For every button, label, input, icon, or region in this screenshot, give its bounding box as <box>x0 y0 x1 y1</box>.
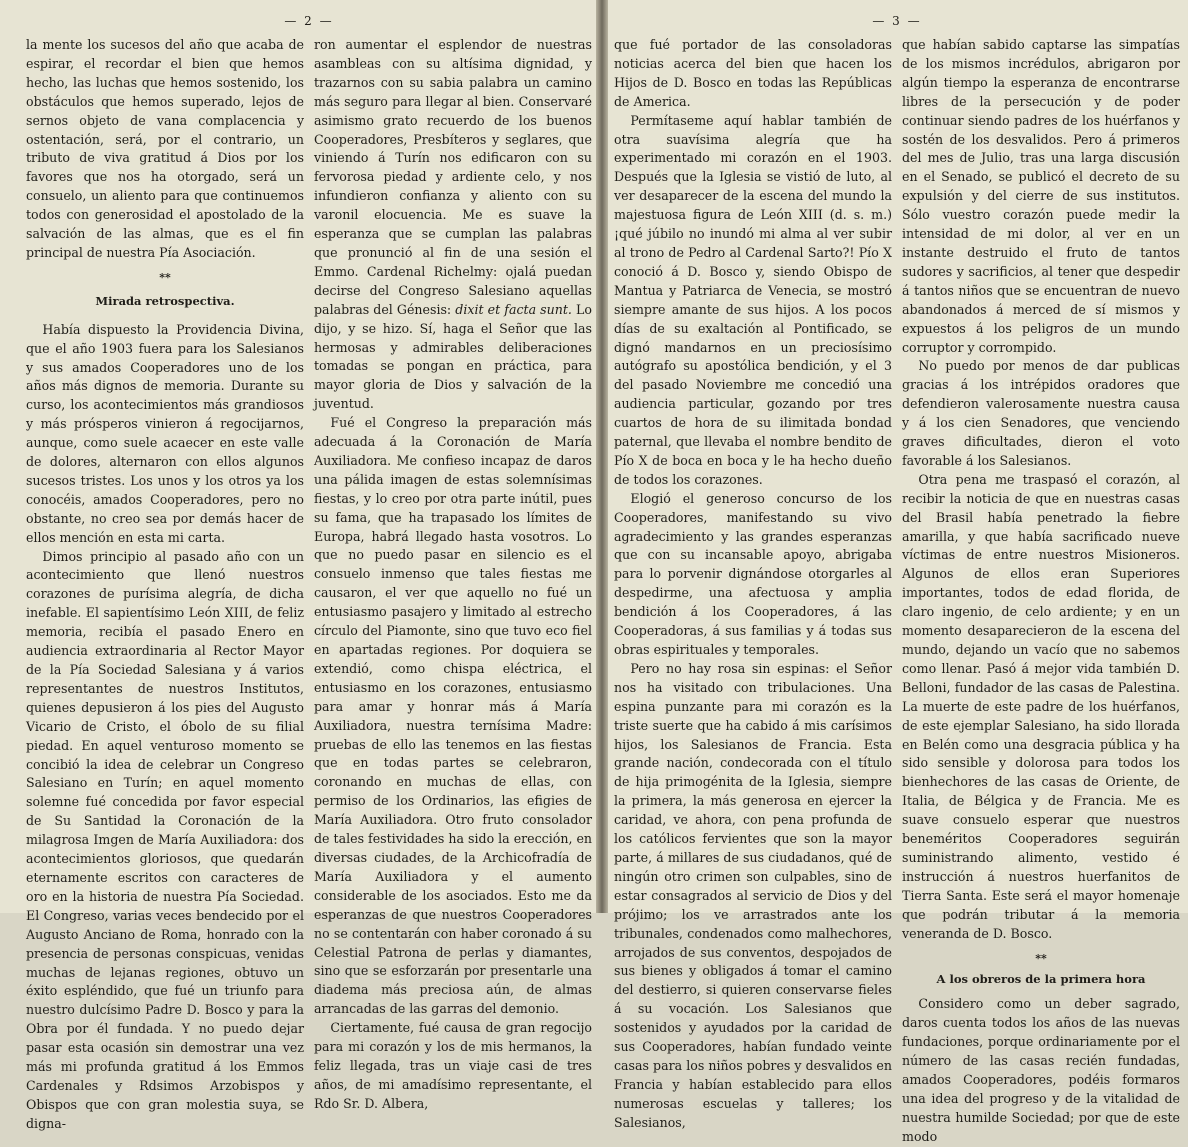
text-run: ron aumentar el esplendor de nuestras asambleas con su altísima dignidad, y trazarnos con su sabia palabra un camino más seguro para llegar al bien. Conservaré asimismo grato recuerdo de los buenos Cooperadores, Presbíteros y seglares, que viniendo á Turín nos edificaron con su fervorosa piedad y ardiente celo, y nos infundieron confianza y aliento con su varonil elocuencia. Me es suave la esperanza que se cumplan las palabras que pronunció al fin de una sesión el Emmo. Cardenal Richelmy: ojalá puedan decirse del Congreso Salesiano aquellas palabras del Génesis: <box>314 37 592 317</box>
paragraph: Fué el Congreso la preparación más adecuada á la Coronación de María Auxiliadora. Me confieso incapaz de daros una pálida imagen de estas solemnísimas fiestas, y lo creo por otra parte inútil, pues su fama, que ha trapasado los límites de Europa, habrá llegado hasta vosotros. Lo que no puedo pasar en silencio es el consuelo inmenso que tales fiestas me causaron, el ver que aquello no fué un entusiasmo pasajero y limitado al estrecho círculo del Piamonte, sino que tuvo eco fiel en apartadas regiones. Por doquiera se extendió, como chispa eléctrica, el entusiasmo en los corazones, entusiasmo para amar y honrar más á María Auxiliadora, nuestra ternísima Madre: pruebas de ello las tenemos en las fiestas que en todas partes se celebraron, coronando en muchas de ellas, con permiso de los Ordinarios, las efigies de María Auxiliadora. Otro fruto consolador de tales festividades ha sido la erección, en diversas ciudades, de la Archicofradía de María Auxiliadora y el aumento considerable de los asociados. Esto me da esperanzas de que nuestros Cooperadores no se contentarán con haber coronado á su Celestial Patrona de perlas y diamantes, sino que se esforzarán por presentarle una diadema más preciosa aún, de almas arrancadas de las garras del demonio. <box>314 415 593 1017</box>
text-run: Lo dijo, y se hizo. Sí, haga el Señor que las hermosas y admirables deliberaciones tomadas se pongan en práctica, para mayor gloria de Dios y salvación de la juventud. <box>314 301 592 412</box>
paragraph: Había dispuesto la Providencia Divina, que el año 1903 fuera para los Salesianos y sus amados Cooperadores uno de los años más dignos de memoria. Durante su curso, los acontecimientos más grandiosos y más prósperos vinieron á regocijarnos, aunque, como suele acaecer en este valle de dolores, alternaron con ellos algunos sucesos tristes. Los unos y los otros ya los conocéis, amados Cooperadores, pero no obstante, no creo sea por demás hacer de ellos mención en esta mi carta. <box>26 321 304 545</box>
paragraph: Ciertamente, fué causa de gran regocijo para mi corazón y los de mis hermanos, la feliz llegada, tras un viaje casi de tres años, de mi amadísimo representante, el Rdo Sr. D. Albera, <box>314 1020 592 1111</box>
column-1 <box>614 36 892 1147</box>
right-page <box>600 0 1188 1144</box>
text-columns <box>614 36 1180 1147</box>
paragraph: Dimos principio al pasado año con un acontecimiento que llenó nuestros corazones de purísima alegría, de dicha inefable. El sapientísimo León XIII, de feliz memoria, recibía el pasado Enero en audiencia extraordinaria al Rector Mayor de la Pía Sociedad Salesiana y á varios representantes de nuestros Institutos, quienes depusieron á los pies del Augusto Vicario de Cristo, el óbolo de su filial piedad. En aquel venturoso momento se concibió la idea de celebrar un Congreso Salesiano en Turín; en aquel momento solemne fué concedida por favor especial de Su Santidad la Coronación de la milagrosa Imgen de María Auxiliadora: dos acontecimientos gloriosos, que quedarán eternamente escritos con caracteres de oro en la historia de nuestra Pía Sociedad. El Congreso, varias veces bendecido por el Augusto Anciano de Roma, honrado con la presencia de personas conspicuas, venidas muchas de lejanas regiones, obtuvo un éxito espléndido, que fué un triunfo para nuestro dulcísimo Padre D. Bosco y para la Obra por él fundada. Y no puedo dejar pasar esta ocasión sin demostrar una vez más mi profunda gratitud á los Emmos Cardenales y Rdsimos Arzobispos y Obispos que con gran molestia suya, se digna- <box>26 548 304 1131</box>
paragraph: que habían sabido captarse las simpatías de los mismos incrédulos, abrigaron por algún tiempo la esperanza de encontrarse libres de la persecución y de poder continuar siendo padres de los huérfanos y sostén de los desvalidos. Pero á primeros del mes de Julio, tras una larga discusión en el Senado, se publicó el decreto de su expulsión y del cierre de sus institutos. Sólo vuestro corazón puede medir la intensidad de mi dolor, al ver en un instante destruido el fruto de tantos sudores y sacrificios, al tener que despedir á tantos niños que se encuentran de nuevo abandonados á merced de sí mismos y expuestos á los peligros de un mundo corruptor y corrompido. <box>902 37 1180 355</box>
text-columns <box>26 36 592 1134</box>
column-1 <box>26 36 304 1134</box>
paragraph: No puedo por menos de dar publicas gracias á los intrépidos oradores que defendieron valerosamente nuestra causa y á los cien Senadores, que venciendo graves dificultades, dieron el voto favorable á los Salesianos. <box>902 358 1180 468</box>
paragraph <box>314 36 592 414</box>
page-number: — 2 — <box>284 14 334 28</box>
book-gutter <box>596 0 608 913</box>
paragraph: Pero no hay rosa sin espinas: el Señor nos ha visitado con tribulaciones. Una espina punzante para mi corazón es la triste suerte que ha cabido á mis carísimos hijos, los Salesianos de Francia. Esta grande nación, condecorada con el título de hija primogénita de la Iglesia, siempre la primera, la más generosa en ejercer la caridad, ve ahora, con pena profunda de los católicos fervientes que son la mayor parte, á millares de sus ciudadanos, qué de ningún otro crimen son culpables, sino de estar consagrados al servicio de Dios y del prójimo; los ve arrastrados ante los tribunales, condenados como malhechores, arrojados de sus conventos, despojados de sus bienes y obligados á tomar el camino del destierro, si quieren conservarse fieles á su vocación. Los Salesianos que sostenidos y ayudados por la caridad de sus Cooperadores, habían fundado veinte casas para los niños pobres y desvalidos en Francia y habían establecido para ellos numerosas escuelas y talleres; los Salesianos, <box>614 660 892 1130</box>
section-heading: A los obreros de la primera hora <box>936 972 1146 987</box>
paragraph: la mente los sucesos del año que acaba de espirar, el recordar el bien que hemos hecho, las luchas que hemos sostenido, los obstáculos que hemos superado, lejos de sernos objeto de vana complacencia y ostentación, será, por el contrario, un tributo de viva gratitud á Dios por los favores que nos ha otorgado, será un consuelo, un aliento para que continuemos todos con generosidad el apostolado de la salvación de las almas, que es el fin principal de nuestra Pía Asociación. <box>26 37 304 260</box>
paragraph: Otra pena me traspasó el corazón, al recibir la noticia de que en nuestras casas del Brasil había penetrado la fiebre amarilla, y que había sacrificado nueve víctimas de entre nuestros Misioneros. Algunos de ellos eran Superiores importantes, todos de edad florida, de claro ingenio, de celo ardiente; y en un momento desaparecieron de la escena del mundo, dejando un vacío que no sabemos como llenar. Pasó á mejor vida también D. Belloni, fundador de las casas de Palestina. La muerte de este padre de los huérfanos, de este ejemplar Salesiano, ha sido llorada en Belén como una desgracia pública y ha sido sensible y dolorosa para todos los bienhechores de las casas de Oriente, de Italia, de Bélgica y de Francia. Me es suave consuelo esperar que nuestros beneméritos Cooperadores seguirán suministrando alimento, vestido é instrucción á nuestros huerfanitos de Tierra Santa. Este será el mayor homenaje que podrán tributar á la memoria veneranda de D. Bosco. <box>902 471 1180 941</box>
paragraph: que fué portador de las consoladoras noticias acerca del bien que hacen los Hijos de D. Bosco en todas las Repúblicas de America. <box>614 37 892 109</box>
paragraph: Permítaseme aquí hablar también de otra suavísima alegría que ha experimentado mi corazón en el 1903. Después que la Iglesia se vistió de luto, al ver desaparecer de la escena del mundo la majestuosa figura de León XIII (d. s. m.) ¡qué júbilo no inundó mi alma al ver subir al trono de Pedro al Cardenal Sarto?! Pío X conoció á D. Bosco y, siendo Obispo de Mantua y Patriarca de Venecia, se mostró siempre amante de sus hijos. A los pocos días de su exaltación al Pontificado, se dignó mandarnos en un preciosísimo autógrafo su apostólica bendición, y el 3 del pasado Noviembre me concedió una audiencia particular, gozando por tres cuartos de hora de su ilimitada bondad paternal, que llevaba el nombre bendito de Pío X de boca en boca y le ha hecho dueño de todos los corazones. <box>614 112 892 487</box>
paragraph: Considero como un deber sagrado, daros cuenta todos los años de las nuevas fundaciones, porque ordinariamente por el número de las casas recién fundadas, amados Cooperadores, podéis formaros una idea del progreso y de la vitalidad de nuestra humilde Sociedad; por que de este modo <box>902 996 1180 1144</box>
section-separator: ** <box>1035 951 1047 965</box>
section-heading: Mirada retrospectiva. <box>95 293 235 308</box>
paragraph: Elogió el generoso concurso de los Cooperadores, manifestando su vivo agradecimiento y las grandes esperanzas que con su incansable apoyo, abrigaba para lo porvenir dignándose otorgarles al despedirme, una afectuosa y amplia bendición á los Cooperadores, á las Cooperadoras, á sus familias y á todas sus obras espirituales y temporales. <box>614 490 892 657</box>
column-2 <box>902 36 1180 1147</box>
page-number: — 3 — <box>872 14 922 28</box>
left-page <box>0 0 600 1131</box>
column-2 <box>314 36 592 1134</box>
section-separator: ** <box>159 270 171 284</box>
latin-quote: dixit et facta sunt. <box>455 301 572 317</box>
